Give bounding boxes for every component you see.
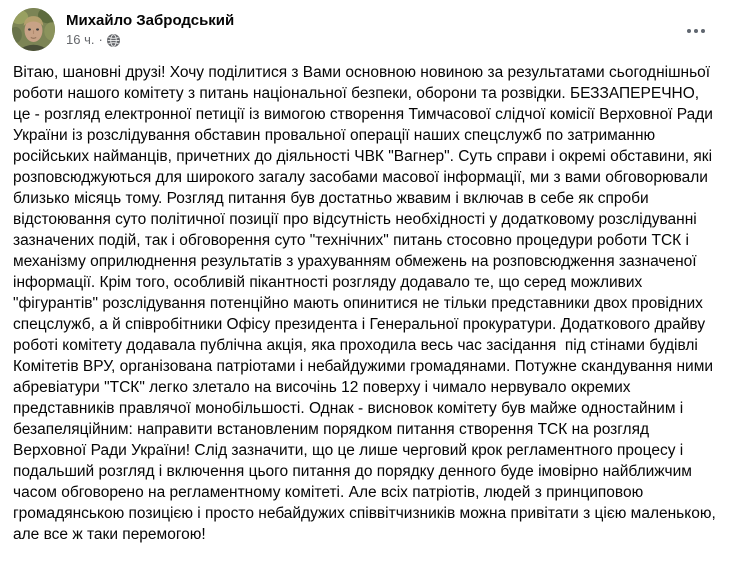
post-meta [66, 31, 683, 48]
post-header-text [66, 8, 683, 48]
meta-separator: · [98, 32, 103, 47]
avatar[interactable] [12, 8, 55, 51]
globe-icon [107, 34, 120, 47]
ellipsis-icon [687, 29, 705, 33]
post-header [0, 0, 735, 51]
post-body-text: Вітаю, шановні друзі! Хочу поділитися з Вами основною новиною за результатами сьогоднішньої роботи нашого комітету з питань національної безпеки, оборони та розвідки. БЕЗЗАПЕРЕЧНО, це - розгляд електронної петиції із вимогою створення Тимчасової слідчої комісії Верховної Ради України із розслідування обставин провальної операції наших спецслужб по затриманню російських найманців, причетних до діяльності ЧВК "Вагнер". Суть справи і окремі обставини, які розповсюджуються для широкого загалу засобами масової інформації, ми з вами обговорювали близько місяць тому. Розгляд питання був достатньо жвавим і включав в себе як спроби відстоювання суто політичної позиції про відсутність необхідності у додатковому розслідуванні зазначених подій, так і обговорення суто "технічних" питань стосовно процедури роботи ТСК і механізму оприлюднення результатів з урахуванням обмежень на розповсюдження зазначеної інформації. Крім того, особливій пікантності розгляду додавало те, що серед можливих "фігурантів" розслідування потенційно мають опинитися не тільки представники двох провідних спецслужб, а й співробітники Офісу президента і Генеральної прокуратури. Додаткового драйву роботі комітету додавала публічна акція, яка проходила весь час засідання під стінами будівлі Комітетів ВРУ, організована патріотами і небайдужими громадянами. Потужне скандування ними абревіатури "ТСК" легко злетало на височінь 12 поверху і чимало нервувало окремих представників правлячої монобільшості. Однак - висновок комітету був майже одностайним і безапеляційним: направити встановленим порядком питання створення ТСК на розгляд Верховної Ради України! Слід зазначити, що це лише черговий крок регламентного процесу і подальший розгляд і включення цього питання до порядку денного буде імовірно найближчим часом обговорено на регламентному комітеті. Але всіх патріотів, людей з принциповою громадянською позицією і просто небайдужих співвітчизників можна привітати з цією маленькою, але все ж таки перемогою! [13, 64, 721, 543]
profile-photo-icon [12, 8, 55, 51]
author-name[interactable]: Михайло Забродський [66, 12, 235, 29]
post-menu-button[interactable] [683, 25, 709, 37]
timestamp[interactable]: 16 ч. [66, 32, 95, 47]
